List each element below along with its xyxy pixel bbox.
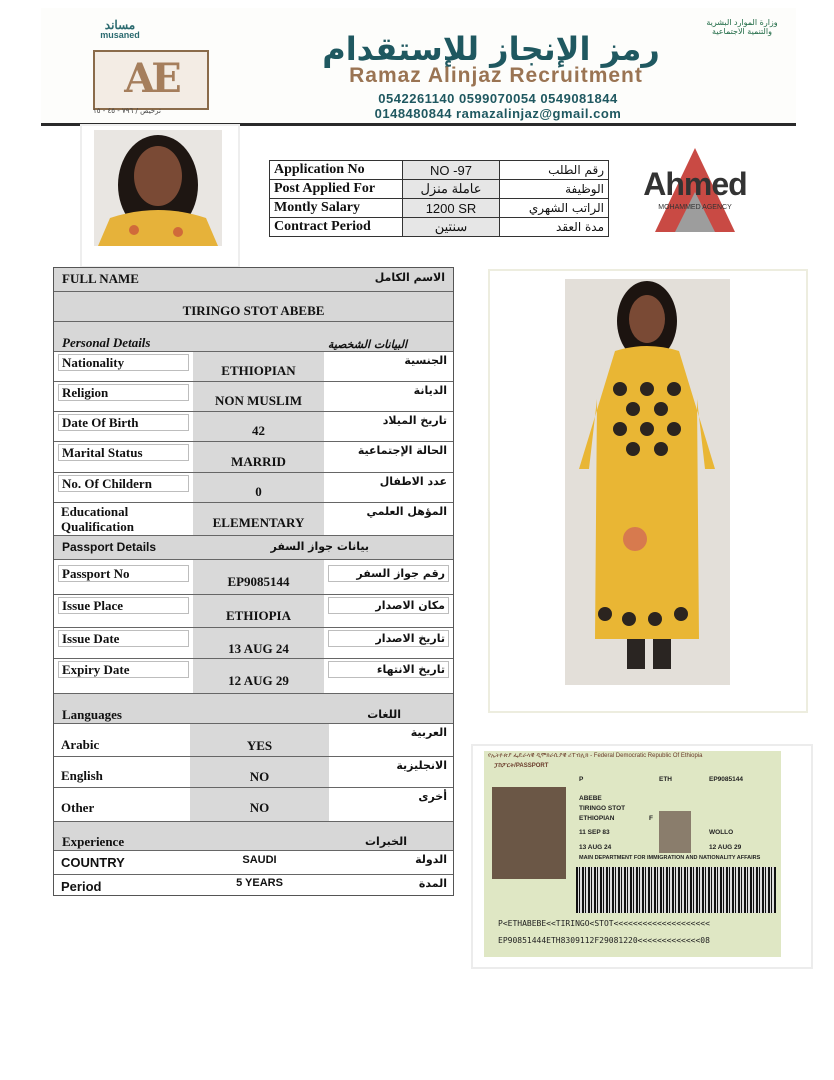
company-title-arabic: رمز الإنجاز للإستقدام [322,30,660,68]
passport-details-header: Passport Details بيانات جواز السفر [54,536,453,560]
passport-no-row: Passport No EP9085144 رقم جواز السفر [54,560,453,595]
company-title-english: Ramaz Alinjaz Recruitment [349,64,643,87]
children-row: No. Of Childern 0 عدد الاطفال [54,473,453,503]
agency-logo: Ahmed MOHAMMED AGENCY [628,148,762,240]
table-row: Application No NO -97 رقم الطلب [270,161,609,180]
applicant-photo-small [94,130,222,246]
header-banner [41,8,796,126]
education-row: Educational Qualification ELEMENTARY المؤهل العلمي [54,503,453,536]
full-name-value-row [54,292,453,322]
license-number: ترخيص / ٧٩٦ - ٤٥ - ١٥ [93,107,161,115]
country-row: COUNTRY SAUDI الدولة [54,851,453,875]
table-row: Post Applied For عاملة منزل الوظيفة [270,180,609,199]
other-language-row: Other NO أخرى [54,788,453,822]
applicant-photo-full [565,279,730,685]
passport-scan: የኢትዮጵያ ፌዴራላዊ ዲሞክራሲያዊ ሪፐብሊክ - Federal Democratic Republic Of Ethiopia ፓስፖርት/PASSPORT P ETH EP9085144 ABEBE TIRINGO STOT ETHIOPIAN F 11 SEP 83 WOLLO 13 AUG 24 12 AUG 29 MAIN DEPARTMENT FOR IMMIGRATION AND NATIONALITY AFFAIRS P<ETHABEBE<<TIRINGO<STOT<<<<<<<<<<<<<<<<<<<< EP90851444ETH8309112F29081220<<<<<<<<<<<<<08 [484,751,781,957]
date-of-birth-row: Date Of Birth 42 تاريخ الميلاد [54,412,453,442]
issue-place-row: Issue Place ETHIOPIA مكان الاصدار [54,595,453,628]
issue-date-row: Issue Date 13 AUG 24 تاريخ الاصدار [54,628,453,659]
passport-barcode [576,867,776,913]
personal-details-header: Personal Details البيانات الشخصية [54,322,453,352]
company-logo: AE [93,50,209,110]
table-row: Contract Period سنتين مدة العقد [270,218,609,237]
applicant-form [53,267,454,896]
ministry-logo: وزارة الموارد البشرية والتنمية الاجتماعية [706,18,778,36]
marital-status-row: Marital Status MARRID الحالة الإجتماعية [54,442,453,473]
full-name-header: FULL NAME الاسم الكامل [54,268,453,292]
expiry-date-row: Expiry Date 12 AUG 29 تاريخ الانتهاء [54,659,453,694]
nationality-row: Nationality ETHIOPIAN الجنسية [54,352,453,382]
contact-info [253,91,743,121]
mrz-line-1: P<ETHABEBE<<TIRINGO<STOT<<<<<<<<<<<<<<<<<<<< [498,919,710,928]
table-row: Montly Salary 1200 SR الراتب الشهري [270,199,609,218]
experience-header: Experience الخبرات [54,822,453,851]
full-name-value: TIRINGO STOT ABEBE [182,303,325,318]
mrz-line-2: EP90851444ETH8309112F29081220<<<<<<<<<<<<<08 [498,936,710,945]
landline-email: 0148480844 ramazalinjaz@gmail.com [374,106,622,121]
period-row: Period 5 YEARS المدة [54,875,453,895]
application-table [269,160,609,237]
languages-header: Languages اللغات [54,694,453,724]
english-row: English NO الانجليزية [54,757,453,788]
passport-ghost-photo [659,811,691,853]
religion-row: Religion NON MUSLIM الديانة [54,382,453,412]
phone-numbers: 0542261140 0599070054 0549081844 [378,91,618,106]
passport-photo [492,787,566,879]
arabic-row: Arabic YES العربية [54,724,453,757]
musaned-logo: مساند musaned [100,18,140,40]
